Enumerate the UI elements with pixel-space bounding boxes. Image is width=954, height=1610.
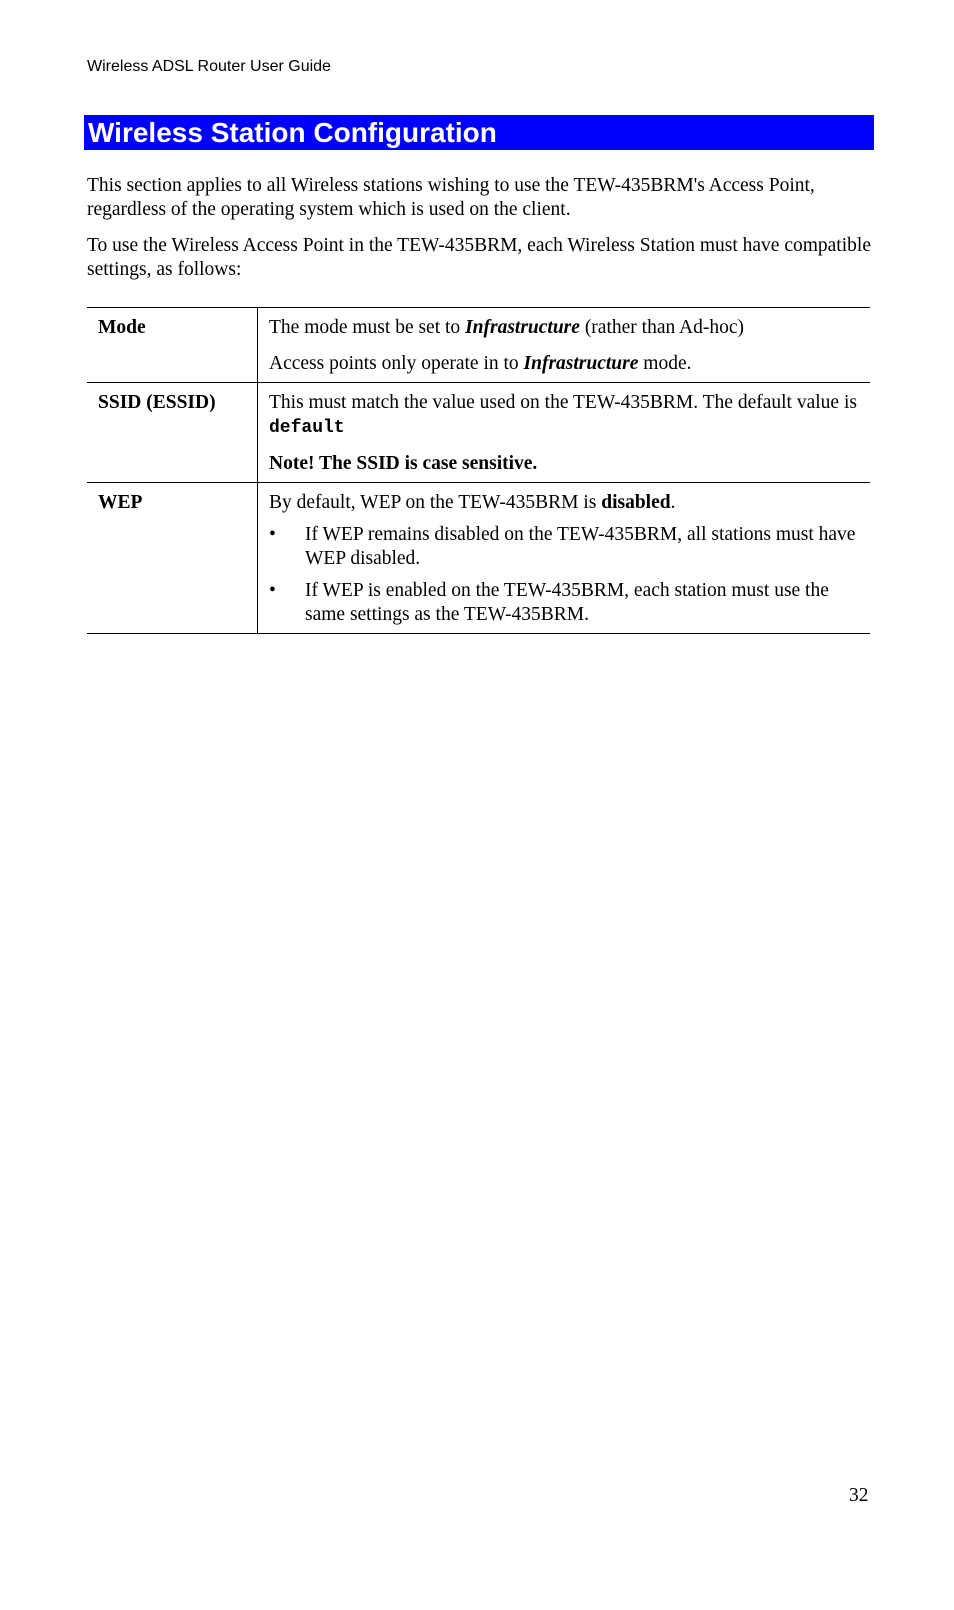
default-ssid-value: default bbox=[269, 418, 345, 438]
mode-description-line-2: Access points only operate in to Infrastructure mode. bbox=[269, 353, 692, 374]
ssid-note: Note! The SSID is case sensitive. bbox=[269, 453, 538, 474]
ssid-description: This must match the value used on the TEW-435BRM. The default value is default bbox=[269, 392, 857, 438]
table-row-ssid bbox=[87, 383, 870, 483]
wep-description: By default, WEP on the TEW-435BRM is disabled. bbox=[269, 492, 676, 513]
section-banner bbox=[84, 115, 874, 150]
infrastructure-emphasis: Infrastructure bbox=[465, 317, 580, 338]
bullet-icon: • bbox=[269, 580, 276, 601]
row-description-mode bbox=[258, 308, 871, 383]
infrastructure-emphasis: Infrastructure bbox=[523, 353, 639, 374]
wep-bullet-list bbox=[269, 523, 860, 627]
table-row-wep bbox=[87, 483, 870, 634]
intro-paragraph-2: To use the Wireless Access Point in the TEW-435BRM, each Wireless Station must have compatible settings, as follows: bbox=[87, 235, 871, 280]
row-description-wep bbox=[258, 483, 871, 634]
disabled-emphasis: disabled bbox=[601, 492, 671, 513]
settings-table bbox=[87, 307, 870, 634]
intro-paragraph-1: This section applies to all Wireless stations wishing to use the TEW-435BRM's Access Point, regardless of the operating system which is used on the client. bbox=[87, 175, 815, 220]
page-number: 32 bbox=[849, 1485, 869, 1506]
row-label-ssid: SSID (ESSID) bbox=[87, 383, 258, 483]
table-row-mode bbox=[87, 308, 870, 383]
running-header: Wireless ADSL Router User Guide bbox=[87, 58, 331, 75]
row-label-mode: Mode bbox=[87, 308, 258, 383]
section-title: Wireless Station Configuration bbox=[88, 117, 497, 148]
row-label-wep: WEP bbox=[87, 483, 258, 634]
list-item: • If WEP remains disabled on the TEW-435BRM, all stations must have WEP disabled. bbox=[269, 524, 856, 569]
row-description-ssid bbox=[258, 383, 871, 483]
bullet-icon: • bbox=[269, 524, 276, 545]
list-item: • If WEP is enabled on the TEW-435BRM, each station must use the same settings as the TEW-435BRM. bbox=[269, 580, 829, 625]
mode-description-line-1: The mode must be set to Infrastructure (rather than Ad-hoc) bbox=[269, 317, 744, 338]
